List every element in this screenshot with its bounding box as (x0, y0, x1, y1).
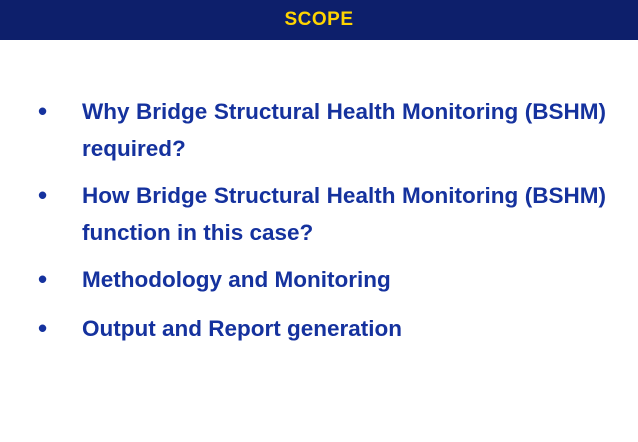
bullet-item-output-report (38, 310, 606, 347)
bullet-icon: • (38, 313, 48, 343)
bullet-icon: • (38, 264, 48, 294)
bullet-text: Why Bridge Structural Health Monitoring (BSHM) required? (82, 99, 606, 161)
bullet-text: How Bridge Structural Health Monitoring (BSHM) function in this case? (82, 183, 606, 245)
bullet-item-how-bshm (38, 177, 606, 251)
bullet-icon: • (38, 96, 48, 126)
bullet-text: Methodology and Monitoring (82, 267, 391, 292)
bullet-item-why-bshm (38, 93, 606, 167)
bullet-text: Output and Report generation (82, 316, 402, 341)
bullet-list (38, 93, 606, 357)
bullet-item-methodology (38, 261, 606, 298)
bullet-icon: • (38, 180, 48, 210)
title-bar (0, 0, 638, 40)
slide-title: SCOPE (284, 9, 354, 30)
